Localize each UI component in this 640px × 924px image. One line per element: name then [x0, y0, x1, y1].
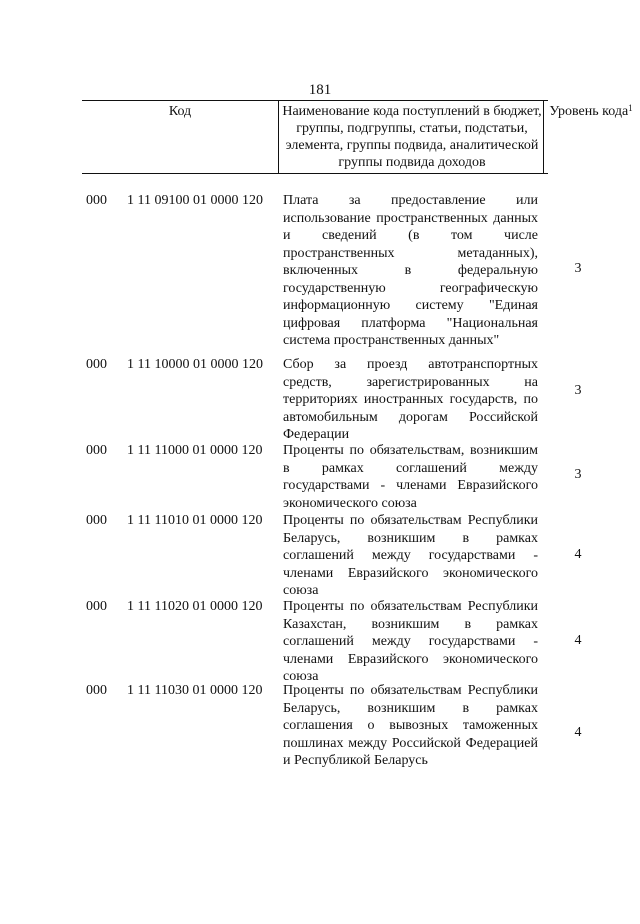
admin-code: 000	[86, 683, 107, 698]
revenue-description: Сбор за проезд автотранспортных средств, зарегистрированных на территориях иностранных государств, по автомобильным дорогам Российской Федерации	[283, 357, 538, 442]
header-level-label: Уровень кода	[549, 104, 629, 119]
code-level: 4	[574, 547, 582, 562]
header-divider	[278, 101, 279, 173]
revenue-description: Проценты по обязательствам Республики Беларусь, возникшим в рамках соглашений между государствами - членами Евразийского экономического союза	[283, 513, 538, 598]
table-row	[0, 598, 640, 682]
admin-code: 000	[86, 357, 107, 372]
revenue-description: Проценты по обязательствам Республики Беларусь, возникшим в рамках соглашения о вывозных таможенных пошлинах между Российской Федерацией и Республикой Беларусь	[283, 683, 538, 768]
header-code: Код	[168, 104, 192, 119]
table-row	[0, 512, 640, 598]
revenue-description: Проценты по обязательствам Республики Казахстан, возникшим в рамках соглашений между государствами - членами Евразийского экономического союза	[283, 599, 538, 684]
code-level: 4	[574, 725, 582, 740]
code-level: 3	[574, 261, 582, 276]
budget-code: 1 11 11010 01 0000 120	[127, 513, 263, 528]
header-level	[544, 103, 638, 120]
header-name: Наименование кода поступлений в бюджет, группы, подгруппы, статьи, подстатьи, элемента, группы подвида, аналитической группы подвида доходов	[282, 104, 542, 170]
table-row	[0, 442, 640, 512]
code-level: 3	[574, 467, 582, 482]
page-number: 181	[308, 82, 332, 98]
admin-code: 000	[86, 599, 107, 614]
revenue-description: Проценты по обязательствам, возникшим в рамках соглашений между государствами - членами Евразийского экономического союза	[283, 443, 538, 511]
admin-code: 000	[86, 443, 107, 458]
code-level: 4	[574, 633, 582, 648]
budget-code: 1 11 11030 01 0000 120	[127, 683, 263, 698]
table-row	[0, 682, 640, 792]
table-body	[0, 192, 640, 792]
budget-code: 1 11 11020 01 0000 120	[127, 599, 263, 614]
revenue-description: Плата за предоставление или использование пространственных данных и сведений (в том числе пространственных метаданных), включенных в федеральную государственную географическую информационную систему "Единая цифровая платформа "Национальная система пространственных данных"	[283, 193, 538, 348]
budget-code: 1 11 11000 01 0000 120	[127, 443, 263, 458]
admin-code: 000	[86, 513, 107, 528]
code-level: 3	[574, 383, 582, 398]
table-row	[0, 356, 640, 442]
table-row	[0, 192, 640, 356]
footnote-marker: 1	[628, 103, 633, 113]
budget-code: 1 11 09100 01 0000 120	[127, 193, 263, 208]
admin-code: 000	[86, 193, 107, 208]
table-header	[82, 100, 633, 174]
budget-code: 1 11 10000 01 0000 120	[127, 357, 263, 372]
